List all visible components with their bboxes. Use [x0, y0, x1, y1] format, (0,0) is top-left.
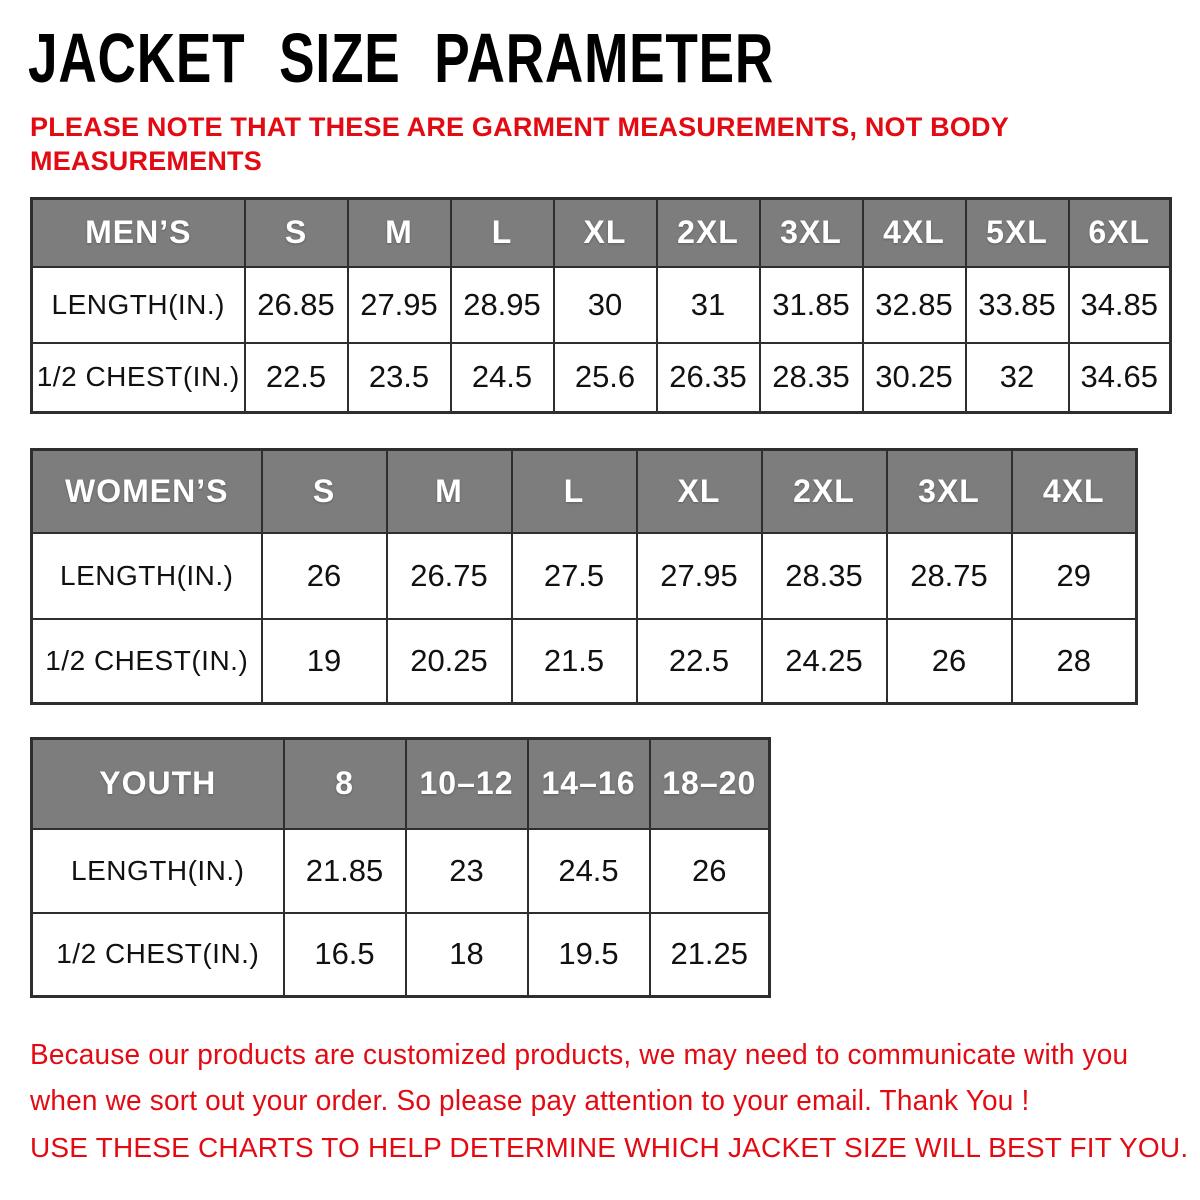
youth-chest-label: 1/2 CHEST(IN.)	[32, 913, 284, 997]
womens-size-col-xl: XL	[637, 450, 762, 533]
chart-usage-tip: USE THESE CHARTS TO HELP DETERMINE WHICH JACKET SIZE WILL BEST FIT YOU.	[30, 1132, 1189, 1163]
mens-length-s: 26.85	[245, 267, 348, 343]
mens-chest-4xl: 30.25	[863, 343, 966, 413]
mens-chest-2xl: 26.35	[657, 343, 760, 413]
mens-table-title: MEN’S	[32, 199, 245, 267]
mens-chest-l: 24.5	[451, 343, 554, 413]
womens-length-s: 26	[262, 533, 387, 619]
youth-table-title: YOUTH	[32, 739, 284, 829]
mens-header-row	[32, 199, 1171, 267]
youth-chest-18-20: 21.25	[650, 913, 770, 997]
womens-chest-row	[32, 619, 1137, 704]
mens-length-6xl: 34.85	[1069, 267, 1171, 343]
mens-size-col-m: M	[348, 199, 451, 267]
note-line-2: MEASUREMENTS	[30, 146, 262, 176]
youth-chest-10-12: 18	[406, 913, 528, 997]
womens-size-col-s: S	[262, 450, 387, 533]
mens-chest-5xl: 32	[966, 343, 1069, 413]
womens-chest-xl: 22.5	[637, 619, 762, 704]
womens-length-row	[32, 533, 1137, 619]
mens-length-4xl: 32.85	[863, 267, 966, 343]
youth-length-14-16: 24.5	[528, 829, 650, 913]
womens-chest-label: 1/2 CHEST(IN.)	[32, 619, 262, 704]
mens-size-col-3xl: 3XL	[760, 199, 863, 267]
mens-chest-label: 1/2 CHEST(IN.)	[32, 343, 245, 413]
youth-size-col-14-16: 14–16	[528, 739, 650, 829]
mens-chest-6xl: 34.65	[1069, 343, 1171, 413]
mens-chest-m: 23.5	[348, 343, 451, 413]
womens-size-table	[30, 448, 1138, 705]
womens-chest-s: 19	[262, 619, 387, 704]
youth-length-18-20: 26	[650, 829, 770, 913]
womens-length-2xl: 28.35	[762, 533, 887, 619]
womens-chest-2xl: 24.25	[762, 619, 887, 704]
womens-chest-l: 21.5	[512, 619, 637, 704]
youth-length-8: 21.85	[284, 829, 406, 913]
womens-chest-m: 20.25	[387, 619, 512, 704]
customization-notice-line-1: Because our products are customized products, we may need to communicate with you	[30, 1039, 1129, 1071]
garment-measurement-note	[30, 110, 1009, 178]
womens-length-l: 27.5	[512, 533, 637, 619]
youth-chest-14-16: 19.5	[528, 913, 650, 997]
womens-size-col-m: M	[387, 450, 512, 533]
mens-size-col-2xl: 2XL	[657, 199, 760, 267]
mens-length-m: 27.95	[348, 267, 451, 343]
womens-size-col-2xl: 2XL	[762, 450, 887, 533]
mens-chest-xl: 25.6	[554, 343, 657, 413]
youth-length-label: LENGTH(IN.)	[32, 829, 284, 913]
mens-length-xl: 30	[554, 267, 657, 343]
womens-length-label: LENGTH(IN.)	[32, 533, 262, 619]
youth-length-row	[32, 829, 770, 913]
womens-size-col-3xl: 3XL	[887, 450, 1012, 533]
mens-size-col-xl: XL	[554, 199, 657, 267]
youth-chest-8: 16.5	[284, 913, 406, 997]
womens-header-row	[32, 450, 1137, 533]
womens-table-title: WOMEN’S	[32, 450, 262, 533]
youth-chest-row	[32, 913, 770, 997]
youth-size-col-10-12: 10–12	[406, 739, 528, 829]
customization-notice	[30, 1032, 1128, 1124]
mens-length-5xl: 33.85	[966, 267, 1069, 343]
mens-size-col-s: S	[245, 199, 348, 267]
youth-size-col-18-20: 18–20	[650, 739, 770, 829]
womens-length-m: 26.75	[387, 533, 512, 619]
mens-chest-3xl: 28.35	[760, 343, 863, 413]
mens-length-3xl: 31.85	[760, 267, 863, 343]
womens-size-col-l: L	[512, 450, 637, 533]
womens-length-4xl: 29	[1012, 533, 1137, 619]
customization-notice-line-2: when we sort out your order. So please pay attention to your email. Thank You !	[30, 1085, 1030, 1117]
mens-length-row	[32, 267, 1171, 343]
note-line-1: PLEASE NOTE THAT THESE ARE GARMENT MEASUREMENTS, NOT BODY	[30, 112, 1009, 142]
youth-length-10-12: 23	[406, 829, 528, 913]
womens-chest-4xl: 28	[1012, 619, 1137, 704]
mens-length-2xl: 31	[657, 267, 760, 343]
womens-length-xl: 27.95	[637, 533, 762, 619]
mens-length-l: 28.95	[451, 267, 554, 343]
womens-length-3xl: 28.75	[887, 533, 1012, 619]
mens-size-col-5xl: 5XL	[966, 199, 1069, 267]
mens-chest-row	[32, 343, 1171, 413]
youth-header-row	[32, 739, 770, 829]
mens-size-table	[30, 197, 1172, 414]
youth-size-table	[30, 737, 771, 998]
mens-size-col-l: L	[451, 199, 554, 267]
youth-size-col-8: 8	[284, 739, 406, 829]
mens-size-col-6xl: 6XL	[1069, 199, 1171, 267]
mens-chest-s: 22.5	[245, 343, 348, 413]
womens-chest-3xl: 26	[887, 619, 1012, 704]
page-title: JACKET SIZE PARAMETER	[28, 19, 775, 97]
mens-size-col-4xl: 4XL	[863, 199, 966, 267]
mens-length-label: LENGTH(IN.)	[32, 267, 245, 343]
womens-size-col-4xl: 4XL	[1012, 450, 1137, 533]
